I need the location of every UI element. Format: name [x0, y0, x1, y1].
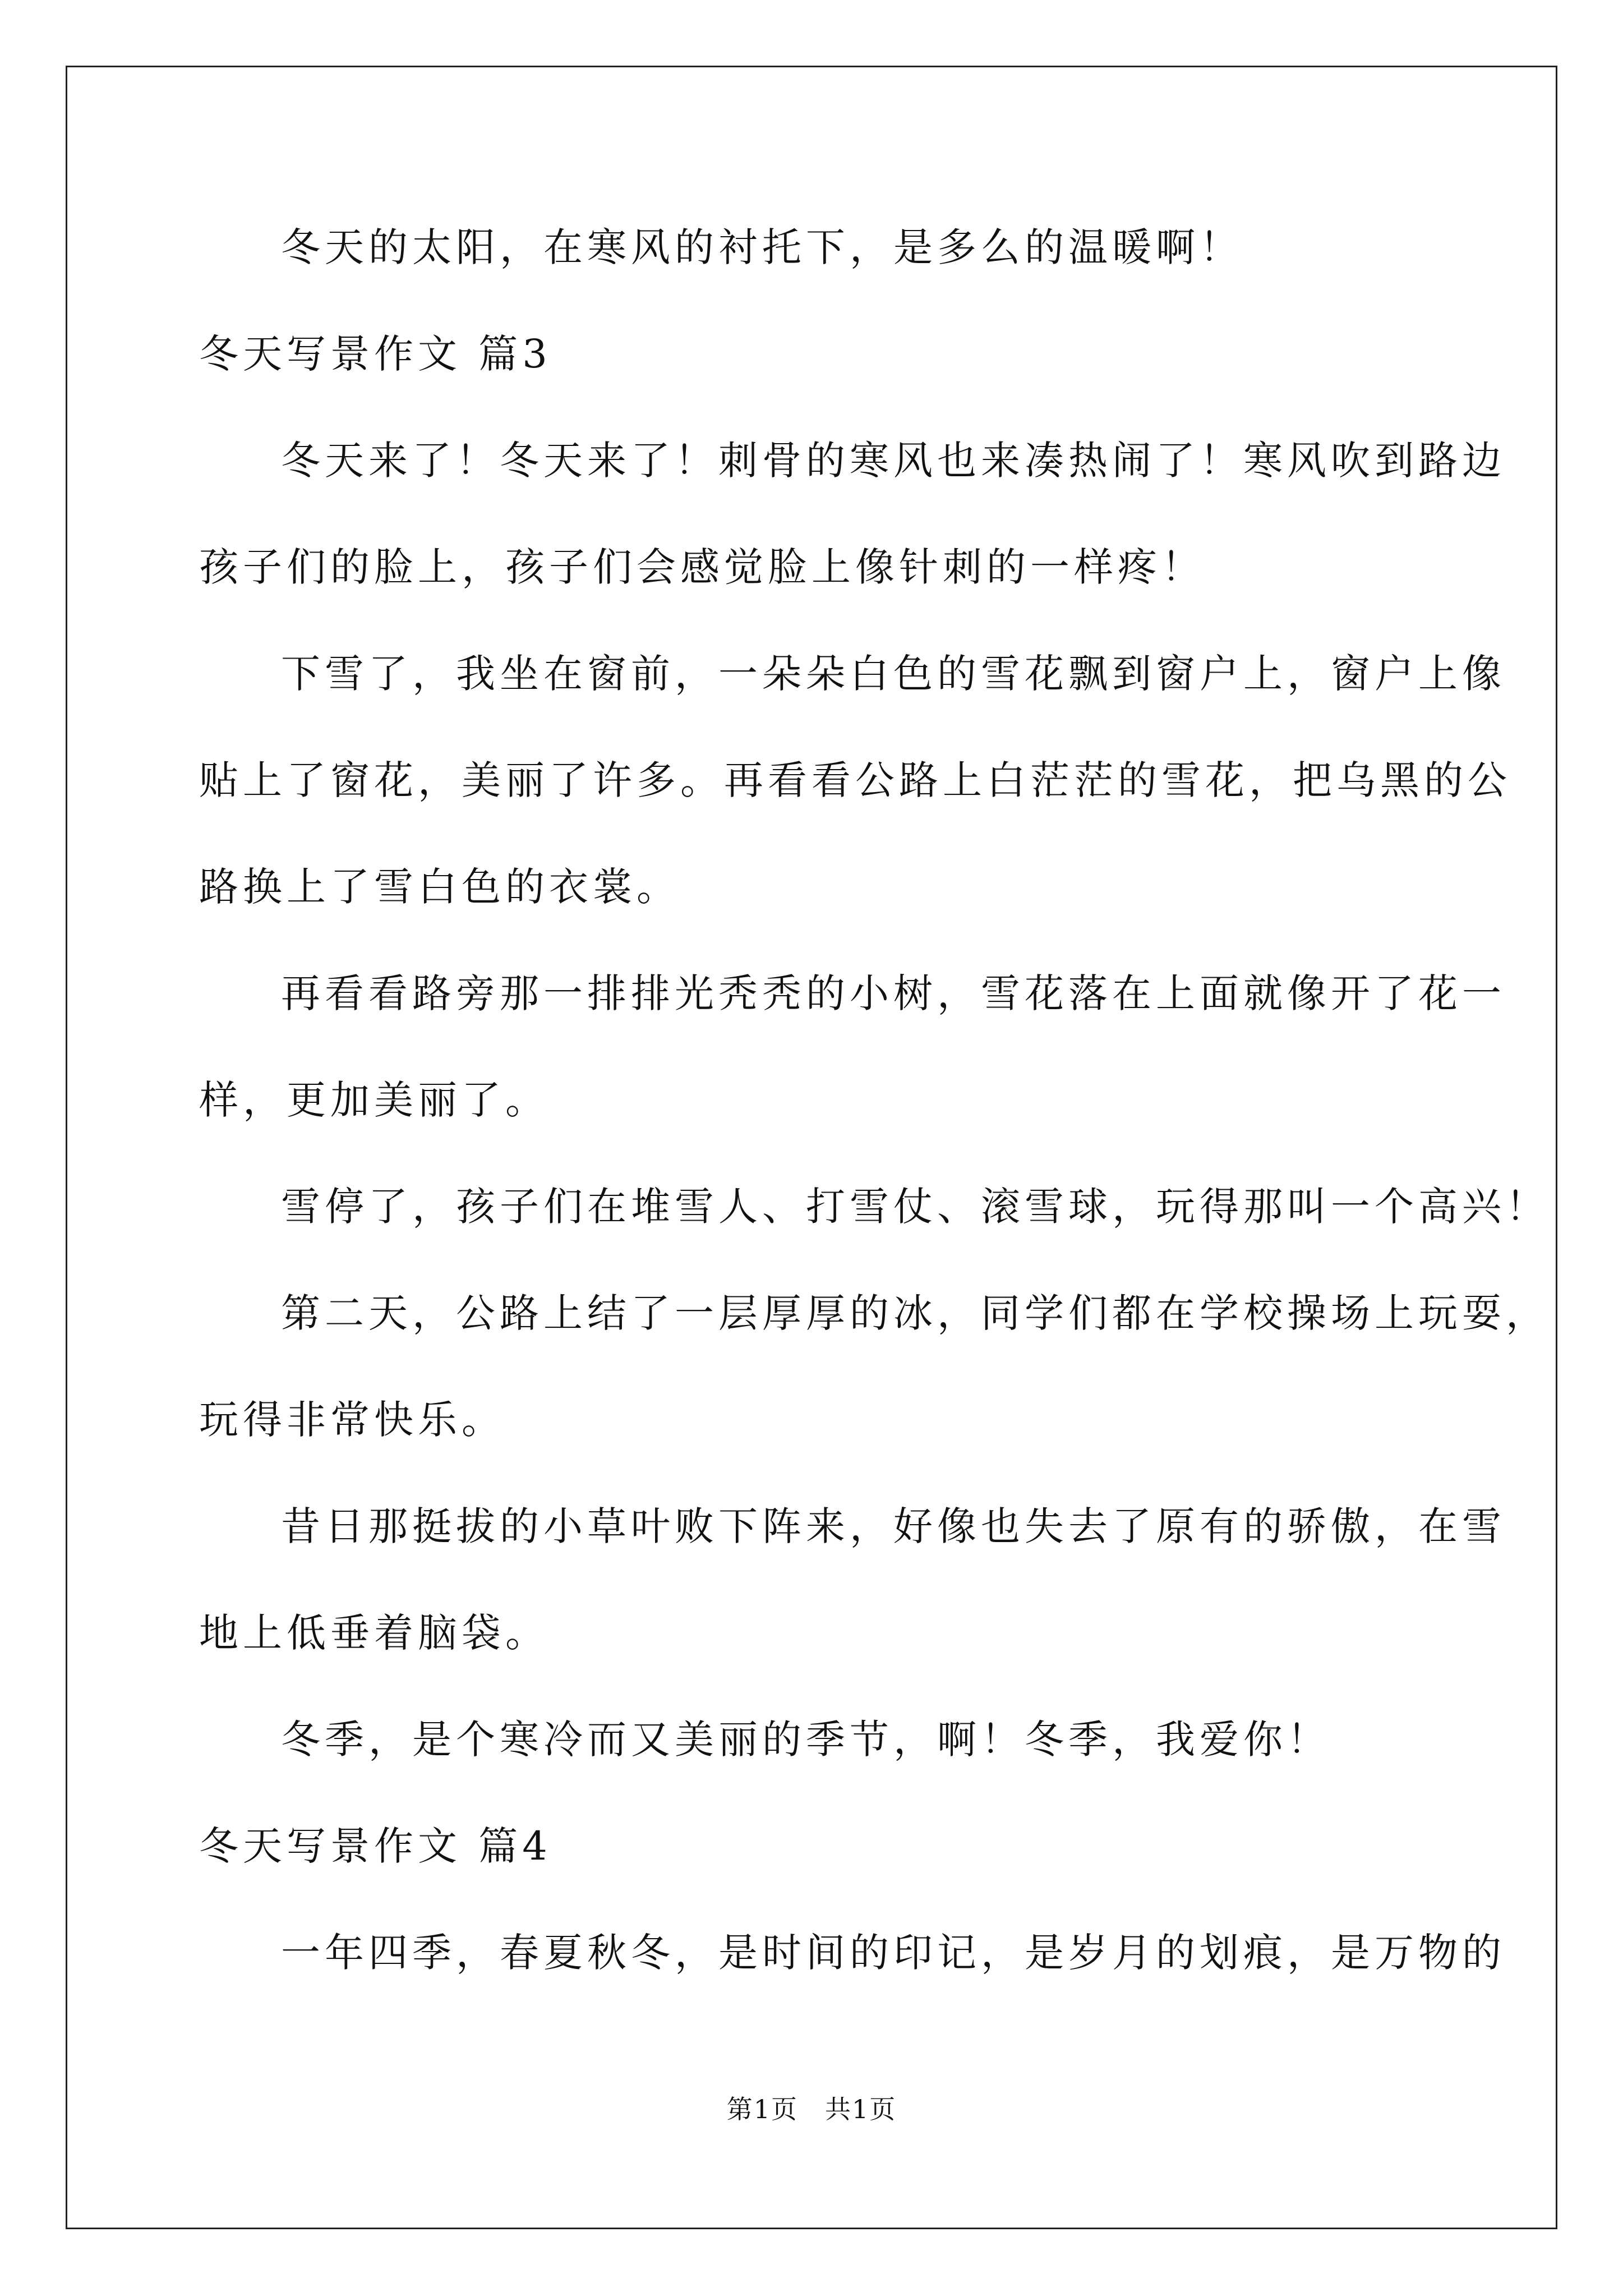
paragraph-line: 昔日那挺拔的小草叶败下阵来，好像也失去了原有的骄傲，在雪	[281, 1503, 1506, 1549]
paragraph-line: 再看看路旁那一排排光秃秃的小树，雪花落在上面就像开了花一	[281, 970, 1506, 1016]
paragraph-line: 玩得非常快乐。	[199, 1397, 505, 1443]
paragraph-line: 地上低垂着脑袋。	[199, 1610, 549, 1656]
paragraph-line: 下雪了，我坐在窗前，一朵朵白色的雪花飘到窗户上，窗户上像	[281, 651, 1506, 697]
paragraph-line: 冬天来了！冬天来了！刺骨的寒风也来凑热闹了！寒风吹到路边	[281, 438, 1506, 484]
paragraph-line: 路换上了雪白色的衣裳。	[199, 864, 680, 910]
paragraph-line: 第二天，公路上结了一层厚厚的冰，同学们都在学校操场上玩耍，	[281, 1290, 1550, 1336]
paragraph-line: 贴上了窗花，美丽了许多。再看看公路上白茫茫的雪花，把乌黑的公	[199, 757, 1511, 803]
paragraph-line: 雪停了，孩子们在堆雪人、打雪仗、滚雪球，玩得那叫一个高兴！	[281, 1184, 1550, 1230]
section-heading: 冬天写景作文 篇3	[199, 331, 552, 377]
paragraph-line: 冬季，是个寒冷而又美丽的季节，啊！冬季，我爱你！	[281, 1717, 1331, 1763]
page-frame	[66, 66, 1557, 2229]
paragraph-line: 样，更加美丽了。	[199, 1077, 549, 1123]
page-number-footer: 第1页 共1页	[726, 2094, 897, 2124]
paragraph-line: 冬天的太阳，在寒风的衬托下，是多么的温暖啊！	[281, 224, 1243, 270]
paragraph-line: 一年四季，春夏秋冬，是时间的印记，是岁月的划痕，是万物的	[281, 1930, 1506, 1976]
section-heading: 冬天写景作文 篇4	[199, 1823, 552, 1869]
paragraph-line: 孩子们的脸上，孩子们会感觉脸上像针刺的一样疼！	[199, 544, 1205, 590]
